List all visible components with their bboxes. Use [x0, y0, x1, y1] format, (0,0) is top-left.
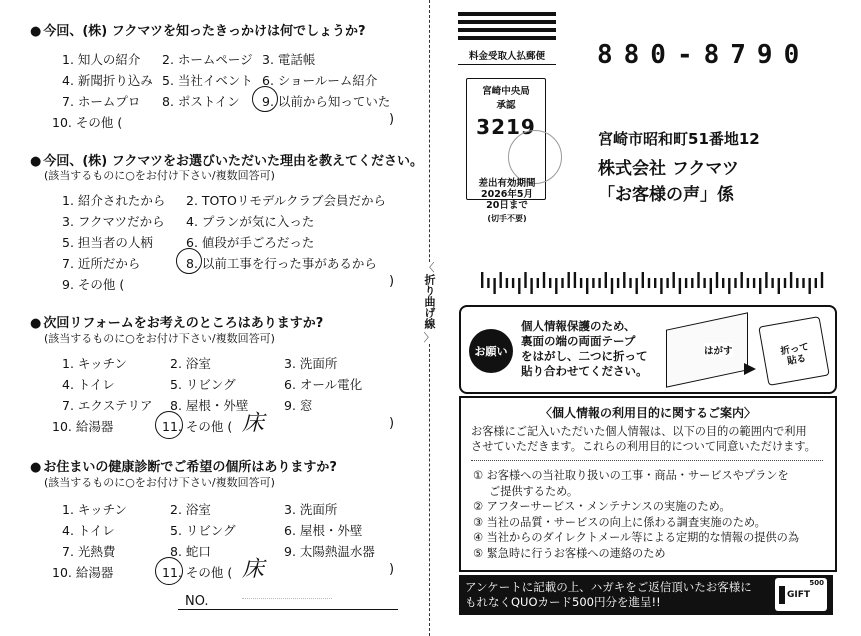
barcode-bar: [771, 278, 773, 288]
barcode-bar: [821, 272, 823, 288]
postal-code: 880-8790: [597, 40, 811, 70]
barcode-bar: [605, 272, 607, 288]
q4-selection-circle: [155, 557, 183, 585]
privacy-separator: [471, 460, 823, 461]
q4-option-3[interactable]: 3. 洗面所: [284, 502, 338, 517]
privacy-item: ⑤ 緊急時に行うお客様への連絡のため: [473, 546, 666, 560]
q2-other-close: ): [389, 274, 395, 289]
barcode-bar: [716, 272, 718, 288]
barcode-bar: [481, 272, 483, 288]
barcode-bar: [685, 278, 687, 288]
barcode-bar: [697, 272, 699, 288]
q2-selection-circle: [176, 248, 202, 274]
notice-badge: お願い: [469, 329, 513, 373]
fold-paste-label: 折って貼る: [779, 341, 810, 368]
barcode-bar: [654, 278, 656, 288]
barcode-bar: [796, 278, 798, 288]
q3-selection-circle: [155, 411, 183, 439]
q3-option-3[interactable]: 3. 洗面所: [284, 356, 338, 371]
barcode-bar: [524, 272, 526, 288]
q4-option-10[interactable]: 10. 給湯器: [52, 565, 114, 580]
barcode-bar: [759, 278, 761, 294]
q2-note: (該当するものに○をお付け下さい/複数回答可): [44, 169, 275, 182]
barcode-bar: [493, 278, 495, 294]
gift-text: アンケートに記載の上、ハガキをご返信頂いたお客様に もれなくQUOカード500円分を進呈!!: [465, 580, 752, 609]
gift-card-label: GIFT: [787, 590, 811, 600]
q1-option-2[interactable]: 2. ホームページ: [162, 52, 253, 67]
privacy-items: [473, 468, 799, 561]
stamp-number: 3219: [476, 115, 536, 139]
barcode-bar: [753, 278, 755, 288]
q3-other-close: ): [389, 416, 395, 431]
barcode-bar: [629, 278, 631, 288]
barcode-bar: [555, 278, 557, 294]
q4-option-11[interactable]: 11. その他 (: [162, 565, 233, 580]
barcode-bar: [741, 272, 743, 288]
barcode-bar: [530, 278, 532, 294]
barcode-bar: [617, 278, 619, 288]
ribbon-icon: [779, 586, 785, 604]
barcode-bar: [790, 272, 792, 288]
address-company: 株式会社 フクマツ: [598, 159, 739, 179]
q2-option-2[interactable]: 2. TOTOリモデルクラブ会員だから: [186, 193, 386, 208]
postage-paid-stamp: [458, 48, 556, 188]
barcode-bar: [660, 278, 662, 294]
barcode-bar: [778, 278, 780, 294]
question-3-title: ● 次回リフォームをお考えのところはありますか?: [30, 316, 324, 331]
q1-option-5[interactable]: 5. 当社イベント: [162, 73, 253, 88]
barcode-bar: [679, 278, 681, 294]
question-4-title: ● お住まいの健康診断でご希望の個所はありますか?: [30, 460, 337, 475]
question-2-title: ● 今回、(株) フクマツをお選びいただいた理由を教えてください。: [30, 154, 423, 169]
privacy-item: ① お客様への当社取り扱いの工事・商品・サービスやプランを: [473, 469, 789, 482]
barcode-bar: [512, 278, 514, 288]
q1-option-7[interactable]: 7. ホームプロ: [62, 94, 141, 109]
privacy-item: ご提供するため。: [489, 484, 579, 498]
privacy-item: ③ 当社の品質・サービスの向上に係わる調査実施のため。: [473, 515, 766, 529]
gift-banner: [459, 575, 833, 615]
q3-note: (該当するものに○をお付け下さい/複数回答可): [44, 332, 275, 345]
postage-bars: [458, 12, 556, 40]
q2-option-3[interactable]: 3. フクマツだから: [62, 214, 165, 229]
q4-option-7[interactable]: 7. 光熱費: [62, 544, 116, 559]
barcode-bar: [506, 278, 508, 288]
barcode-bar: [642, 272, 644, 288]
q1-option-1[interactable]: 1. 知人の紹介: [62, 52, 141, 67]
q3-option-1[interactable]: 1. キッチン: [62, 356, 128, 371]
q3-option-7[interactable]: 7. エクステリア: [62, 398, 153, 413]
stamp-office: 宮崎中央局: [482, 86, 530, 97]
q4-handwritten-answer: 床: [242, 557, 265, 582]
gift-card-amount: 500: [809, 579, 824, 587]
barcode-bar: [549, 278, 551, 288]
q2-option-4[interactable]: 4. プランが気に入った: [186, 214, 315, 229]
barcode-bar: [648, 278, 650, 288]
privacy-title: 〈個人情報の利用目的に関するご案内〉: [539, 406, 756, 420]
barcode-bar: [815, 278, 817, 288]
number-label: NO.: [185, 594, 209, 609]
q4-option-6[interactable]: 6. 屋根・外壁: [284, 523, 363, 538]
q1-option-3[interactable]: 3. 電話帳: [262, 52, 316, 67]
q3-option-4[interactable]: 4. トイレ: [62, 377, 115, 392]
privacy-box: [459, 396, 837, 572]
arrow-right-icon: [744, 363, 756, 375]
privacy-item: ④ 当社からのダイレクトメール等による定期的な情報の提供の為: [473, 531, 800, 544]
barcode-bar: [734, 278, 736, 288]
q3-handwritten-answer: 床: [242, 411, 265, 436]
barcode-bar: [623, 272, 625, 288]
q3-option-10[interactable]: 10. 給湯器: [52, 419, 114, 434]
q3-option-5[interactable]: 5. リビング: [170, 377, 236, 392]
barcode-bar: [765, 272, 767, 288]
q1-option-8[interactable]: 8. ポストイン: [162, 94, 240, 109]
address-line-1: 宮崎市昭和町51番地12: [598, 130, 760, 148]
stamp-header: 料金受取人払郵便: [458, 48, 556, 65]
q3-option-8[interactable]: 8. 屋根・外壁: [170, 398, 249, 413]
q3-option-2[interactable]: 2. 浴室: [170, 356, 211, 371]
q3-option-9[interactable]: 9. 窓: [284, 398, 313, 413]
barcode-bar: [518, 278, 520, 294]
barcode-bar: [703, 278, 705, 288]
fold-paste-card-icon: [758, 316, 829, 386]
privacy-item: ② アフターサービス・メンテナンスの実施のため。: [473, 500, 731, 513]
number-underline: [178, 609, 398, 610]
fold-line-label: 〈 折り曲げ線 〉: [419, 262, 439, 344]
barcode-bar: [574, 272, 576, 288]
barcode-bar: [710, 278, 712, 294]
q2-option-9[interactable]: 9. その他 (: [62, 277, 125, 292]
question-1-title: ● 今回、(株) フクマツを知ったきっかけは何でしょうか?: [30, 24, 366, 39]
barcode-bar: [673, 272, 675, 288]
q4-option-4[interactable]: 4. トイレ: [62, 523, 115, 538]
q1-option-6[interactable]: 6. ショールーム紹介: [262, 73, 378, 88]
gift-card-icon: [775, 578, 827, 611]
barcode-bar: [802, 278, 804, 288]
barcode-bar: [568, 272, 570, 288]
q2-option-5[interactable]: 5. 担当者の人柄: [62, 235, 153, 250]
barcode-bar: [691, 278, 693, 288]
barcode-bar: [561, 278, 563, 288]
notice-text: 個人情報保護のため、 裏面の端の両面テープ をはがし、二つに折って 貼り合わせてください。: [521, 319, 648, 378]
q4-other-close: ): [389, 562, 395, 577]
barcode-bar: [586, 278, 588, 294]
q1-selection-circle: [252, 86, 278, 112]
q1-option-10[interactable]: 10. その他 (: [52, 115, 123, 130]
q2-option-7[interactable]: 7. 近所だから: [62, 256, 141, 271]
barcode-bar: [487, 278, 489, 288]
q1-option-4[interactable]: 4. 新聞折り込み: [62, 73, 153, 88]
barcode-bar: [636, 278, 638, 294]
barcode-bar: [580, 278, 582, 288]
q4-option-9[interactable]: 9. 太陽熱温水器: [284, 544, 375, 559]
q4-note: (該当するものに○をお付け下さい/複数回答可): [44, 476, 275, 489]
number-faint-marks: [242, 598, 332, 605]
q3-option-6[interactable]: 6. オール電化: [284, 377, 363, 392]
q4-option-5[interactable]: 5. リビング: [170, 523, 236, 538]
q3-option-11[interactable]: 11. その他 (: [162, 419, 233, 434]
q1-other-close: ): [389, 112, 395, 127]
postmark-circle: [508, 130, 562, 184]
q2-option-8[interactable]: 8. 以前工事を行った事があるから: [186, 256, 377, 271]
stamp-validity: 差出有効期間 2026年5月 20日まで (切手不要): [478, 178, 536, 223]
q2-option-1[interactable]: 1. 紹介されたから: [62, 193, 166, 208]
barcode-bar: [543, 272, 545, 288]
q4-option-8[interactable]: 8. 蛇口: [170, 544, 211, 559]
q1-option-9[interactable]: 9. 以前から知っていた: [262, 94, 391, 109]
barcode-bar: [666, 278, 668, 288]
barcode-bar: [728, 278, 730, 294]
privacy-intro: お客様にご記入いただいた個人情報は、以下の目的の範囲内で利用 させていただきます。これらの利用目的について同意いただけます。: [471, 425, 816, 453]
notice-box: [459, 305, 837, 394]
barcode-bar: [611, 278, 613, 294]
peel-label: はがす: [704, 343, 733, 357]
q4-option-1[interactable]: 1. キッチン: [62, 502, 128, 517]
barcode-bar: [809, 278, 811, 294]
postal-barcode: [481, 272, 827, 294]
stamp-approval: 承認: [496, 100, 516, 111]
address-recipient: 「お客様の声」係: [598, 185, 734, 205]
barcode-bar: [784, 278, 786, 288]
barcode-bar: [722, 278, 724, 288]
barcode-bar: [592, 278, 594, 288]
barcode-bar: [598, 278, 600, 288]
q4-option-2[interactable]: 2. 浴室: [170, 502, 211, 517]
q2-option-6[interactable]: 6. 値段が手ごろだった: [186, 235, 315, 250]
barcode-bar: [747, 278, 749, 288]
barcode-bar: [537, 278, 539, 288]
barcode-bar: [500, 272, 502, 288]
